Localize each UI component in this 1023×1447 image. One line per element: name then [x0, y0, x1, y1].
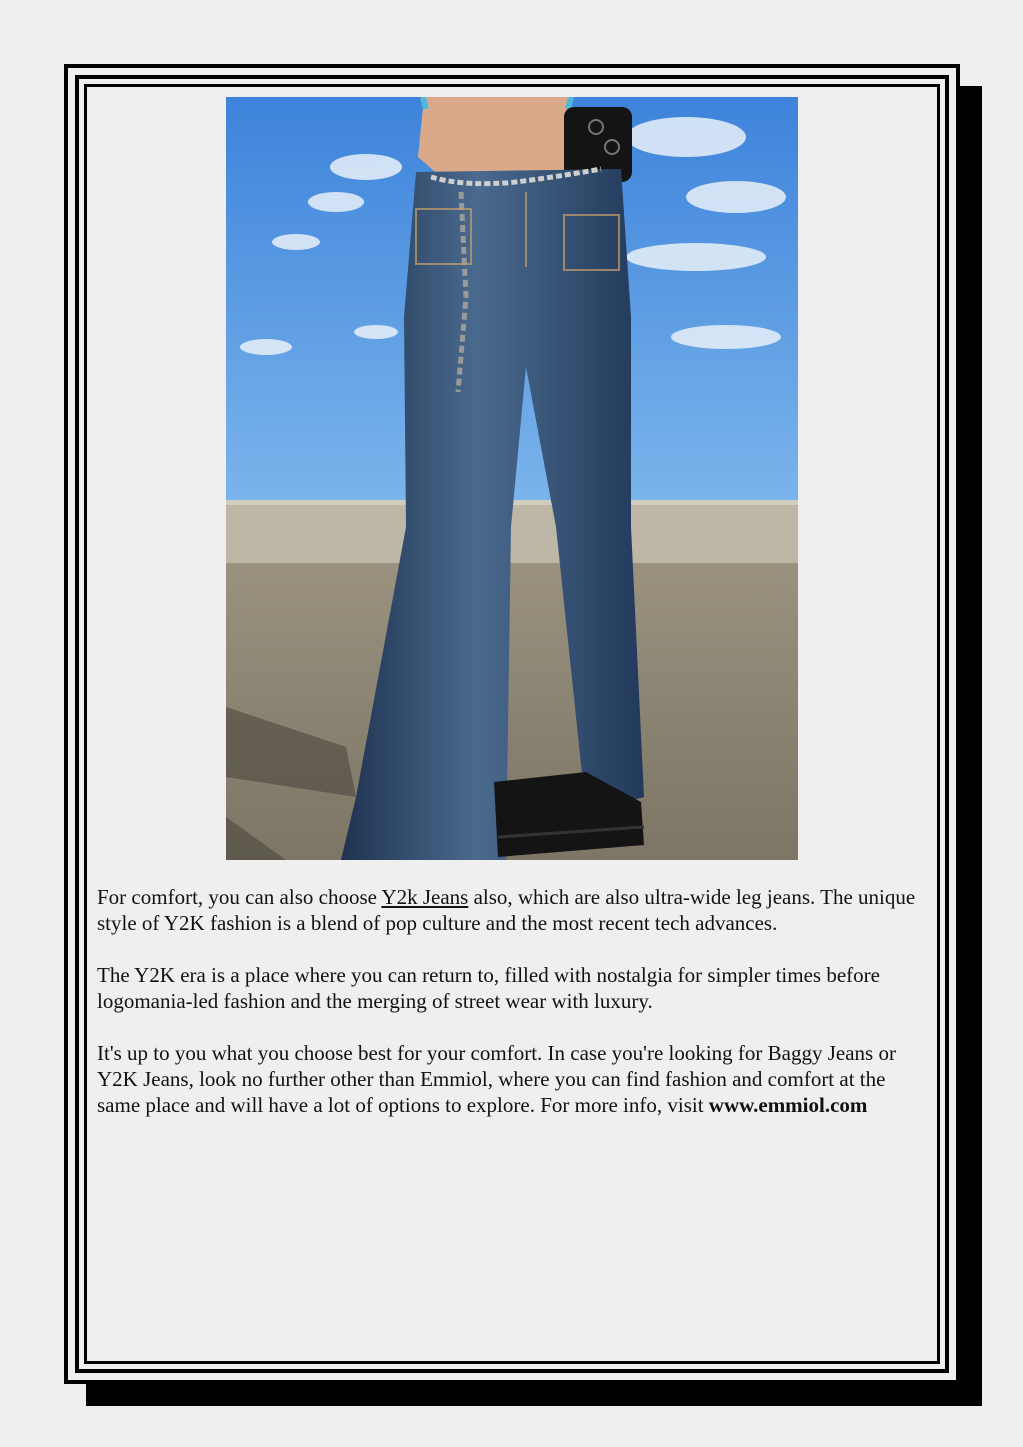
paragraph-1-text-end: also, which are also ultra-wide leg jeans. The unique style of Y2K fashion is a blend of pop culture and the most recent tech advances. [97, 885, 916, 935]
paragraph-1 [97, 884, 927, 936]
paragraph-1-text-start: For comfort, you can also choose [97, 885, 382, 909]
jeans-photo [226, 97, 798, 860]
article-text [97, 884, 927, 1144]
y2k-jeans-link[interactable]: Y2k Jeans [381, 885, 469, 909]
torso [418, 97, 578, 177]
paragraph-3 [97, 1040, 927, 1118]
website-text: www.emmiol.com [708, 1093, 868, 1117]
paragraph-3-text: It's up to you what you choose best for your comfort. In case you're looking for Baggy Jeans or Y2K Jeans, look no further other than Emmiol, where you can find fashion and comfort at the same place and will have a lot of options to explore. For more info, visit [97, 1041, 896, 1117]
paragraph-2: The Y2K era is a place where you can return to, filled with nostalgia for simpler times before logomania-led fashion and the merging of street wear with luxury. [97, 963, 880, 1013]
